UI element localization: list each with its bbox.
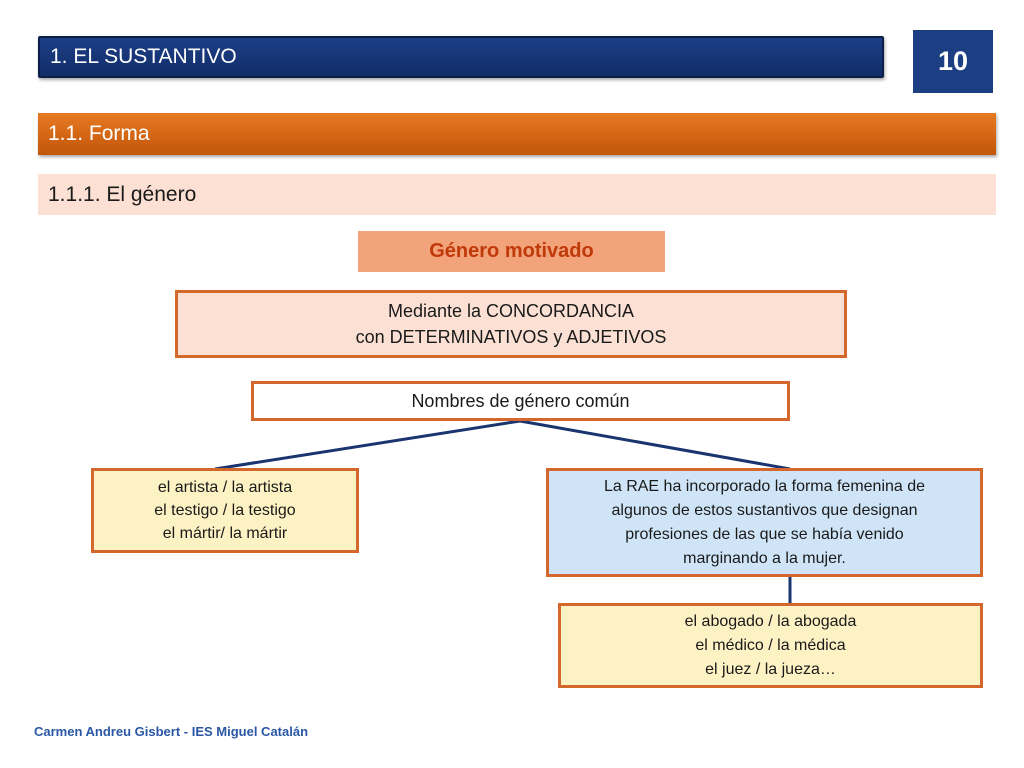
examples-left-box xyxy=(91,468,359,553)
concordancia-box xyxy=(175,290,847,358)
rae-note-line: marginando a la mujer. xyxy=(683,549,846,567)
section-title-bar xyxy=(38,36,884,78)
example-line: el abogado / la abogada xyxy=(684,612,857,630)
example-line: el artista / la artista xyxy=(157,479,293,496)
examples-right-box xyxy=(558,603,983,688)
example-line: el testigo / la testigo xyxy=(154,502,296,519)
page-number: 10 xyxy=(913,30,993,93)
concordancia-line: con DETERMINATIVOS y ADJETIVOS xyxy=(355,327,667,347)
example-line: el juez / la jueza… xyxy=(705,660,836,678)
diagram-title: Género motivado xyxy=(358,231,665,272)
subsubsection-title: 1.1.1. El género xyxy=(48,183,197,206)
rae-note-line: algunos de estos sustantivos que designan xyxy=(611,501,918,519)
rae-note-line: profesiones de las que se había venido xyxy=(625,525,904,543)
common-gender-label: Nombres de género común xyxy=(411,390,630,411)
rae-note-box xyxy=(546,468,983,577)
subsection-title-bar xyxy=(38,113,996,155)
footer-author: Carmen Andreu Gisbert - IES Miguel Catalán xyxy=(34,724,309,739)
connector-left xyxy=(215,421,520,469)
connector-right xyxy=(520,421,790,469)
subsection-title: 1.1. Forma xyxy=(48,122,150,145)
example-line: el médico / la médica xyxy=(695,636,846,654)
rae-note-line: La RAE ha incorporado la forma femenina de xyxy=(603,477,926,495)
section-title: 1. EL SUSTANTIVO xyxy=(50,45,237,68)
example-line: el mártir/ la mártir xyxy=(162,525,288,542)
concordancia-line: Mediante la CONCORDANCIA xyxy=(387,301,635,321)
common-gender-box xyxy=(251,381,790,421)
subsubsection-title-bar xyxy=(38,174,996,215)
